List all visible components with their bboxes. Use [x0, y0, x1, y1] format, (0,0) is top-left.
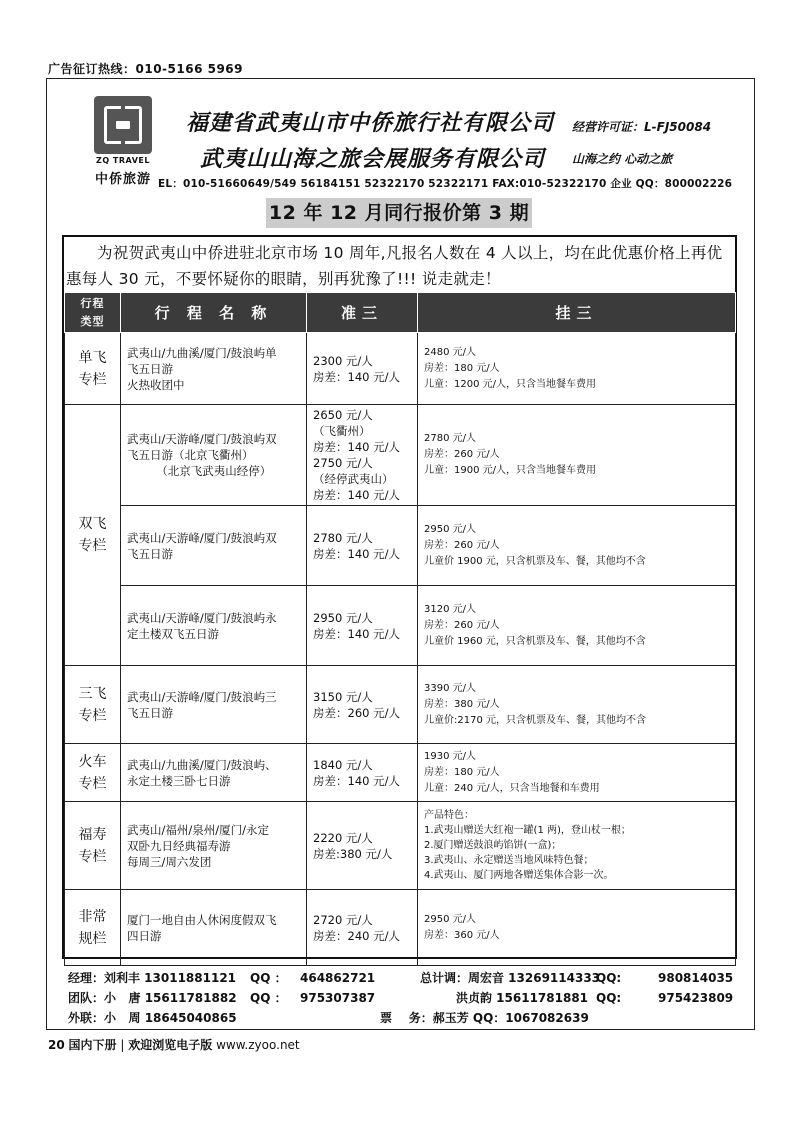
- row-gua-price: 3120 元/人 房差：260 元/人 儿童价 1960 元，只含机票及车、餐，其他均不含: [418, 586, 736, 666]
- table-row: [65, 744, 736, 802]
- row-type: 双飞 专栏: [65, 405, 121, 666]
- table-row: [65, 890, 736, 966]
- coordinator-contact: 洪贞韵 15611781881: [456, 991, 589, 1005]
- row-zhun-price: 2950 元/人 房差：140 元/人: [307, 586, 418, 666]
- row-route: 厦门一地自由人休闲度假双飞 四日游: [121, 890, 307, 966]
- row-type: 福寿 专栏: [65, 802, 121, 890]
- qq-number: 975307387: [300, 991, 376, 1005]
- company-logo-icon: [94, 96, 152, 154]
- contact-row: [68, 988, 748, 1008]
- table-row: [65, 586, 736, 666]
- website-link[interactable]: www.zyoo.net: [216, 1038, 300, 1052]
- section-name: 国内下册: [68, 1038, 117, 1052]
- row-zhun-price: 3150 元/人 房差：260 元/人: [307, 666, 418, 744]
- row-route: 武夷山/天游峰/厦门/鼓浪屿三 飞五日游: [121, 666, 307, 744]
- header-type: 行程 类型: [65, 293, 121, 333]
- row-route: 武夷山/天游峰/厦门/鼓浪屿永 定土楼双飞五日游: [121, 586, 307, 666]
- header-zhun: 准三: [307, 293, 418, 333]
- table-header-row: [65, 293, 736, 333]
- row-route: 武夷山/九曲溪/厦门/鼓浪屿、 永定土楼三卧七日游: [121, 744, 307, 802]
- promo-intro: 为祝贺武夷山中侨进驻北京市场 10 周年,凡报名人数在 4 人以上，均在此优惠价格上再优惠每人 30 元，不要怀疑你的眼睛，别再犹豫了!!! 说走就走！: [66, 244, 723, 288]
- table-row: [65, 666, 736, 744]
- row-zhun-price: 2300 元/人 房差：140 元/人: [307, 333, 418, 405]
- row-route: 武夷山/天游峰/厦门/鼓浪屿双 飞五日游（北京飞衢州） （北京飞武夷山经停）: [121, 405, 307, 506]
- company-slogan: 山海之约 心动之旅: [572, 152, 673, 166]
- row-zhun-price: 1840 元/人 房差：140 元/人: [307, 744, 418, 802]
- page-number: 20: [48, 1038, 65, 1052]
- row-zhun-price: 2220 元/人 房差:380 元/人: [307, 802, 418, 890]
- qq-label: QQ ：: [250, 971, 287, 985]
- header-gua: 挂三: [418, 293, 736, 333]
- qq-number: 464862721: [300, 971, 376, 985]
- ad-hotline: 广告征订热线：010-5166 5969: [48, 62, 244, 76]
- company-name-secondary: 武夷山山海之旅会展服务有限公司: [200, 147, 546, 172]
- row-gua-price: 2780 元/人 房差：260 元/人 儿童：1900 元/人，只含当地餐车费用: [418, 405, 736, 506]
- promo-text: 欢迎浏览电子版: [128, 1038, 213, 1052]
- row-route: 武夷山/福州/泉州/厦门/永定 双卧九日经典福寿游 每周三/周六发团: [121, 802, 307, 890]
- row-gua-price: 2950 元/人 房差：260 元/人 儿童价 1900 元，只含机票及车、餐，其他均不含: [418, 506, 736, 586]
- outreach-contact: 外联：小 周 18645040865: [68, 1011, 237, 1025]
- row-gua-price: 2480 元/人 房差：180 元/人 儿童：1200 元/人，只含当地餐车费用: [418, 333, 736, 405]
- row-type: 非常 规栏: [65, 890, 121, 966]
- row-gua-price: 2950 元/人 房差：360 元/人: [418, 890, 736, 966]
- qq-number: 975423809: [658, 991, 734, 1005]
- row-zhun-price: 2650 元/人 （飞衢州） 房差：140 元/人 2750 元/人 （经停武夷山） 房差：140 元/人: [307, 405, 418, 506]
- contact-line: EL：010-51660649/549 56184151 52322170 52322171 FAX:010-52322170 企业 QQ：800002226: [158, 178, 733, 190]
- logo-chinese-text: 中侨旅游: [94, 172, 151, 187]
- qq-label: QQ:: [596, 971, 622, 985]
- row-gua-price: 3390 元/人 房差：380 元/人 儿童价:2170 元，只含机票及车、餐，其他均不含: [418, 666, 736, 744]
- row-gua-price: 1930 元/人 房差：180 元/人 儿童：240 元/人，只含当地餐和车费用: [418, 744, 736, 802]
- table-row: [65, 506, 736, 586]
- contact-row: [68, 1008, 748, 1028]
- company-name-primary: 福建省武夷山市中侨旅行社有限公司: [186, 111, 555, 136]
- team-contact: 团队：小 唐 15611781882: [68, 991, 237, 1005]
- price-table: [64, 292, 736, 966]
- manager-contact: 经理：刘利丰 13011881121: [68, 971, 237, 985]
- ticketing-contact: 票 务：郝玉芳 QQ：1067082639: [380, 1011, 589, 1025]
- row-type: 火车 专栏: [65, 744, 121, 802]
- logo-english-text: ZQ TRAVEL: [96, 156, 150, 165]
- separator: |: [120, 1038, 125, 1052]
- row-product-features: 产品特色： 1.武夷山赠送大红袍一罐(1 两)，登山杖一根； 2.厦门赠送鼓浪屿馅饼(一盒)； 3.武夷山、永定赠送当地风味特色餐； 4.武夷山、厦门两地各赠送集体合影一次。: [418, 802, 736, 890]
- contact-row: [68, 968, 748, 988]
- row-route: 武夷山/九曲溪/厦门/鼓浪屿单 飞五日游 火热收团中: [121, 333, 307, 405]
- contacts-footer: [68, 968, 748, 1028]
- qq-number: 980814035: [658, 971, 734, 985]
- row-zhun-price: 2780 元/人 房差：140 元/人: [307, 506, 418, 586]
- row-type: 单飞 专栏: [65, 333, 121, 405]
- coordinator-contact: 总计调：周宏音 13269114333: [420, 971, 601, 985]
- row-zhun-price: 2720 元/人 房差：240 元/人: [307, 890, 418, 966]
- table-row: [65, 333, 736, 405]
- row-route: 武夷山/天游峰/厦门/鼓浪屿双 飞五日游: [121, 506, 307, 586]
- business-license: 经营许可证：L-FJ50084: [572, 120, 712, 134]
- table-row: [65, 802, 736, 890]
- header-name: 行 程 名 称: [121, 293, 307, 333]
- table-row: [65, 405, 736, 506]
- qq-label: QQ:: [596, 991, 622, 1005]
- issue-title: 12 年 12 月同行报价第 3 期: [266, 198, 532, 228]
- qq-label: QQ ：: [250, 991, 287, 1005]
- row-type: 三飞 专栏: [65, 666, 121, 744]
- page-footer: [48, 1036, 300, 1053]
